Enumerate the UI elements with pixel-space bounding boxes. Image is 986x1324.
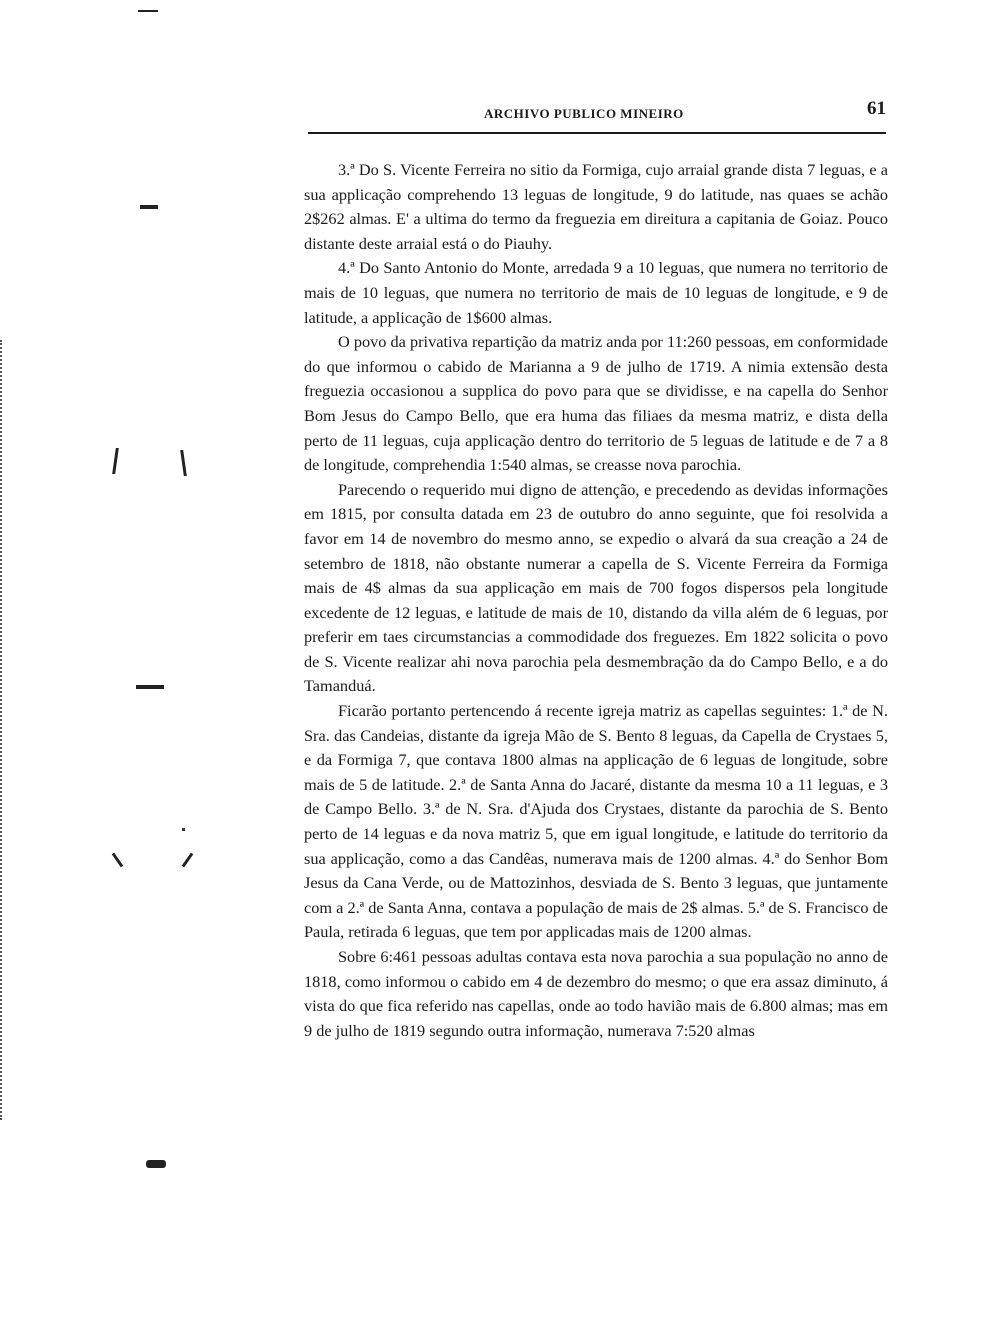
paragraph: Parecendo o requerido mui digno de attenção, e precedendo as devidas informações em 1815, por consulta datada em 23 de outubro do anno seguinte, que foi resolvida a favor em 14 de novembro do mesmo anno, se expedio o alvará da sua creação a 24 de setembro de 1818, não obstante numerar a capella de S. Vicente Ferreira da Formiga mais de 4$ almas da sua applicação em mais de 700 fogos dispersos pela longitude excedente de 12 leguas, e latitude de mais de 10, distando da villa além de 6 leguas, por preferir em taes circumstancias a commodidade dos freguezes. Em 1822 solicita o povo de S. Vicente realizar ahi nova parochia pela desmembração da do Campo Bello, e a do Tamanduá. [304, 479, 888, 696]
paragraph: O povo da privativa repartição da matriz anda por 11:260 pessoas, em conformidade do que informou o cabido de Marianna a 9 de julho de 1719. A nimia extensão desta freguezia occasionou a supplica do povo para que se dividisse, e na capella do Senhor Bom Jesus do Campo Bello, que era huma das filiaes da mesma matriz, e dista della perto de 11 leguas, cuja applicação dentro do territorio de 5 leguas de latitude e de 7 a 8 de longitude, comprehendia 1:540 almas, se creasse nova parochia. [304, 332, 888, 475]
header-rule [308, 132, 886, 134]
page-number: 61 [867, 98, 886, 119]
scan-mark [140, 205, 158, 209]
scan-dot [182, 828, 185, 831]
scan-mark [146, 1160, 166, 1168]
scan-tick [112, 853, 124, 868]
scan-tick [180, 450, 187, 476]
scan-mark [136, 685, 164, 689]
page-header [308, 98, 886, 132]
scan-mark-top [138, 0, 158, 12]
paragraph: 4.ª Do Santo Antonio do Monte, arredada 9 a 10 leguas, que numera no territorio de mais de 10 leguas, que numera no territorio de mais de 10 leguas de longitude, e 9 de latitude, a applicação de 1$600 almas. [304, 258, 888, 327]
scan-tick [112, 448, 119, 474]
paragraph: 3.ª Do S. Vicente Ferreira no sitio da Formiga, cujo arraial grande dista 7 leguas, e a sua applicação comprehendo 13 leguas de longitude, 9 do latitude, nas quaes se achão 2$262 almas. E' a ultima do termo da freguezia em direitura a capitania de Goiaz. Pouco distante deste arraial está o do Piauhy. [304, 160, 888, 253]
paragraph: Sobre 6:461 pessoas adultas contava esta nova parochia a sua população no anno de 1818, como informou o cabido em 4 de dezembro do mesmo; o que era assaz diminuto, á vista do que fica referido nas capellas, onde ao todo havião mais de 6.800 almas; mas em 9 de julho de 1819 segundo outra informação, numerava 7:520 almas [304, 947, 888, 1040]
running-title: ARCHIVO PUBLICO MINEIRO [484, 106, 684, 121]
paragraph: Ficarão portanto pertencendo á recente igreja matriz as capellas seguintes: 1.ª de N. Sra. das Candeias, distante da igreja Mão de S. Bento 8 leguas, da Capella de Crystaes 5, e da Formiga 7, que contava 1800 almas na applicação de 6 leguas de longitude, sobre mais de 5 de latitude. 2.ª de Santa Anna do Jacaré, distante da mesma 10 a 11 leguas, e 3 de Campo Bello. 3.ª de N. Sra. d'Ajuda dos Crystaes, distante da parochia de S. Bento perto de 14 leguas e da nova matriz 5, que em igual longitude, e latitude do territorio da sua applicação, como a das Candêas, numerava mais de 1200 almas. 4.ª do Senhor Bom Jesus da Cana Verde, ou de Mattozinhos, desviada de S. Bento 3 leguas, que juntamente com a 2.ª de Santa Anna, contava a população de mais de 2$ almas. 5.ª de S. Francisco de Paula, retirada 6 leguas, que tem por applicadas mais de 1200 almas. [304, 701, 888, 942]
body-text [304, 158, 888, 1043]
page-edge-bleed [0, 340, 12, 1120]
scan-tick [182, 853, 194, 868]
